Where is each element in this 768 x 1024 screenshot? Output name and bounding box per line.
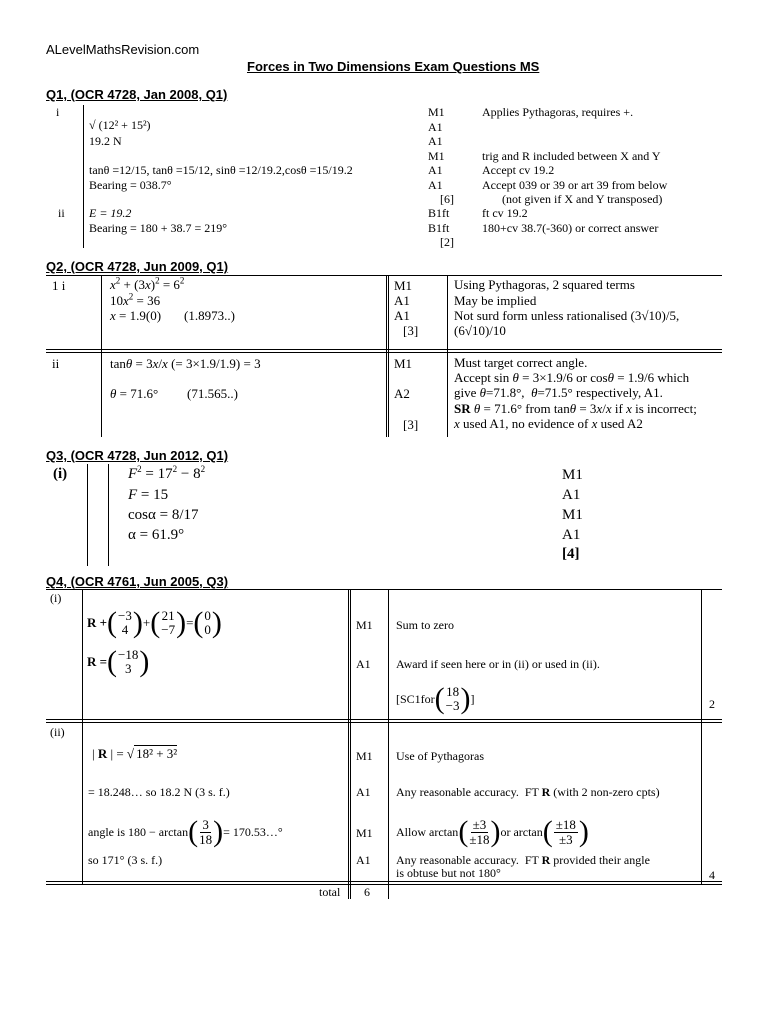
q2-mark-5: M1 <box>394 356 413 371</box>
q4-n6-f1-den: ±18 <box>469 831 490 847</box>
q1-mark-9: B1ft <box>428 221 450 235</box>
q4-n6-frac-1: ( $\frac{\pm 3}{\pm 18}$ ) <box>458 815 501 848</box>
q4-sqrt: 18² + 3² <box>136 746 178 761</box>
q4-part-i: (i) <box>50 591 62 605</box>
q4-bottom-rule-2 <box>46 884 722 885</box>
q2-mark-2: A1 <box>394 293 410 308</box>
q4-v4-bottom: 3 <box>124 661 132 676</box>
q1-mark-2: A1 <box>428 120 443 134</box>
q2-work-3: x = 1.9(0) <box>110 308 162 323</box>
q3-work-4: α = 61.9° <box>128 527 185 543</box>
q4-work-3 <box>88 817 283 847</box>
q4-v3-bottom: 0 <box>204 622 211 637</box>
q2-mark-7: [3] <box>403 417 419 432</box>
q1-mark-4: M1 <box>428 149 445 163</box>
q4-v2-bottom: −7 <box>161 622 176 637</box>
q4-total: 6 <box>364 885 370 899</box>
q4-vector-3: ( 0 0 ) <box>193 606 222 639</box>
q4-eq1: R + ( −3 4 ) + ( 21 −7 ) = ( 0 0 ) <box>87 606 222 639</box>
q4-mark-3: M1 <box>356 749 373 763</box>
q3-heading: Q3, (OCR 4728, Jun 2012, Q1) <box>46 448 229 463</box>
q2-note-4: (6√10)/10 <box>454 323 506 338</box>
q4-note-3 <box>396 684 475 714</box>
q2-part-i: 1 i <box>52 278 66 293</box>
q4-note-7a: Any reasonable accuracy. FT R provided their angle <box>396 853 650 867</box>
q4-sc-vector: ( 18 −3 ) <box>434 682 471 715</box>
q2-rule-a <box>101 275 102 437</box>
q2-note-5: Must target correct angle. <box>454 355 588 370</box>
q2-note-9: x used A1, no evidence of x used A2 <box>454 416 643 431</box>
q2-note-8: SR θ = 71.6° from tanθ = 3x/x if x is incorrect; <box>454 401 697 416</box>
q3-work-1: $F^2 = 17^2 - 8^2$ <box>128 464 206 482</box>
q2-work-7: (71.565..) <box>187 386 238 401</box>
q3-mark-2: A1 <box>562 487 581 503</box>
q1-mark-6: A1 <box>428 178 443 192</box>
q2-rule-c <box>447 275 448 437</box>
q4-note-6 <box>396 817 589 847</box>
q2-note-3: Not surd form unless rationalised (3√10)/5, <box>454 308 680 323</box>
q2-divider-1 <box>46 349 722 350</box>
q4-part-total-ii: 4 <box>709 868 715 882</box>
q4-heading: Q4, (OCR 4761, Jun 2005, Q3) <box>46 574 229 589</box>
q4-v4-top: −18 <box>118 647 139 662</box>
q4-vector-1: ( −3 4 ) <box>107 606 143 639</box>
q4-vector-2: ( 21 −7 ) <box>150 606 187 639</box>
q4-n6-pre: Allow arctan <box>396 824 459 839</box>
q1-work-4: Bearing = 038.7° <box>89 178 172 192</box>
q3-part: (i) <box>53 466 68 482</box>
q1-work-5: E = 19.2 <box>89 206 132 220</box>
q2-mark-4: [3] <box>403 323 419 338</box>
q2-work-5: tanθ = 3x/x (= 3×1.9/1.9) = 3 <box>110 356 261 371</box>
q2-note-2: May be implied <box>454 293 537 308</box>
q4-angle-post: = 170.53…° <box>223 824 283 839</box>
q4-angle-den: 18 <box>199 831 213 847</box>
q1-work-6: Bearing = 180 + 38.7 = 219° <box>89 221 228 235</box>
q4-angle-num: 3 <box>202 816 209 832</box>
q1-mark-3: A1 <box>428 134 443 148</box>
q1-note-3: Accept cv 19.2 <box>482 163 555 177</box>
q4-eq2-lhs: R = <box>87 654 108 669</box>
q4-rule-c <box>388 589 389 899</box>
q4-modR-R: R <box>97 745 108 761</box>
q4-eq2 <box>87 647 149 677</box>
q4-vector-4: ( −18 3 ) <box>107 645 150 678</box>
q3-mark-5: [4] <box>562 546 580 562</box>
q1-work-2: 19.2 N <box>89 134 122 148</box>
site-name: ALevelMathsRevision.com <box>46 42 200 57</box>
q4-mark-4: A1 <box>356 785 371 799</box>
q2-part-ii: ii <box>52 356 60 371</box>
q4-eq1-lhs: R + <box>87 615 108 630</box>
q2-mark-1: M1 <box>394 278 413 293</box>
q2-rule-b <box>386 275 389 437</box>
q1-work-3: tanθ =12/15, tanθ =15/12, sinθ =12/19.2,cosθ =15/19.2 <box>89 163 353 177</box>
q4-v1-bottom: 4 <box>121 622 129 637</box>
q2-work-1: $x^2 + (3x)^2 = 6^2$ <box>110 275 185 292</box>
q4-mark-6: A1 <box>356 853 371 867</box>
q1-note-6: ft cv 19.2 <box>482 206 528 220</box>
q1-mark-1: M1 <box>428 105 445 119</box>
q2-mark-6: A2 <box>394 386 410 401</box>
q4-sc-post: ] <box>470 691 475 706</box>
q2-note-7: give θ=71.8°, θ=71.5° respectively, A1. <box>454 385 663 400</box>
q3-rule-a <box>87 464 88 566</box>
q2-heading: Q2, (OCR 4728, Jun 2009, Q1) <box>46 259 229 274</box>
q1-mark-5: A1 <box>428 163 443 177</box>
q1-note-1: Applies Pythagoras, requires +. <box>482 105 634 119</box>
q1-note-5: (not given if X and Y transposed) <box>502 192 663 206</box>
q1-mark-10: [2] <box>440 235 454 249</box>
q4-sc-bottom: −3 <box>445 698 460 713</box>
q4-rule-d <box>701 589 702 884</box>
q4-total-label: total <box>319 885 341 899</box>
q1-part-ii: ii <box>58 206 65 220</box>
q4-n6-f1-num: ±3 <box>472 816 487 832</box>
q4-divider-1 <box>46 719 722 720</box>
q1-heading: Q1, (OCR 4728, Jan 2008, Q1) <box>46 87 228 102</box>
q4-work-2: = 18.248… so 18.2 N (3 s. f.) <box>88 785 230 799</box>
q4-rule-b <box>348 589 351 899</box>
q4-top-rule <box>46 589 722 590</box>
q4-angle-frac: ( $\frac{3}{18}$ ) <box>188 815 224 848</box>
q4-rule-a <box>82 589 83 884</box>
q4-note-1: Sum to zero <box>396 618 454 632</box>
q2-work-6: θ = 71.6° <box>110 386 159 401</box>
q4-work-4: so 171° (3 s. f.) <box>88 853 163 867</box>
q4-n6-frac-2: ( $\frac{\pm 18}{\pm 3}$ ) <box>542 815 589 848</box>
q3-rule-b <box>108 464 109 566</box>
q4-divider-2 <box>46 722 722 723</box>
q2-note-1: Using Pythagoras, 2 squared terms <box>454 277 635 292</box>
q1-work-1: √ (12² + 15²) <box>89 118 151 132</box>
q1-note-2: trig and R included between X and Y <box>482 149 661 163</box>
q3-mark-4: A1 <box>562 527 581 543</box>
q4-note-2: Award if seen here or in (ii) or used in (ii). <box>396 657 600 671</box>
q1-left-rule <box>83 105 84 248</box>
q1-part-i: i <box>56 105 60 119</box>
q3-mark-3: M1 <box>562 507 583 523</box>
q4-part-total-i: 2 <box>709 697 715 711</box>
q4-bottom-rule-1 <box>46 881 722 882</box>
q4-note-4: Use of Pythagoras <box>396 749 484 763</box>
q2-top-rule <box>46 275 722 276</box>
q4-n6-f2-den: ±3 <box>559 831 573 847</box>
q2-work-2: $10x^2 = 36$ <box>110 291 161 308</box>
page-title: Forces in Two Dimensions Exam Questions MS <box>247 59 540 74</box>
q4-mark-5: M1 <box>356 826 373 840</box>
q4-note-7b: is obtuse but not 180° <box>396 866 501 880</box>
q1-note-7: 180+cv 38.7(-360) or correct answer <box>482 221 659 235</box>
q1-note-4: Accept 039 or 39 or art 39 from below <box>482 178 668 192</box>
q2-mark-3: A1 <box>394 308 410 323</box>
q4-n6-f2-num: ±18 <box>555 816 576 832</box>
q4-v2-top: 21 <box>161 608 175 623</box>
q4-mark-1: M1 <box>356 618 373 632</box>
q2-divider-2 <box>46 352 722 353</box>
q4-v1-top: −3 <box>118 608 132 623</box>
q1-mark-8: B1ft <box>428 206 450 220</box>
q4-note-5: Any reasonable accuracy. FT R (with 2 non-zero cpts) <box>396 785 660 799</box>
q3-work-3: cosα = 8/17 <box>128 507 199 523</box>
q4-v3-top: 0 <box>204 608 211 623</box>
q4-n6-mid: or arctan <box>500 824 543 839</box>
q2-work-4: (1.8973..) <box>184 308 235 323</box>
q3-mark-1: M1 <box>562 467 583 483</box>
q2-note-6: Accept sin θ = 3×1.9/6 or cosθ = 1.9/6 which <box>454 370 690 385</box>
q4-sc-top: 18 <box>446 684 460 699</box>
q4-sc-pre: [SC1for <box>396 691 435 706</box>
q4-angle-pre: angle is 180 − arctan <box>88 824 189 839</box>
q3-work-2: F = 15 <box>128 487 169 503</box>
q1-mark-7: [6] <box>440 192 454 206</box>
q4-modR: | R | = √ 18² + 3² <box>92 745 178 761</box>
q4-part-ii: (ii) <box>50 725 65 739</box>
q4-mark-2: A1 <box>356 657 371 671</box>
